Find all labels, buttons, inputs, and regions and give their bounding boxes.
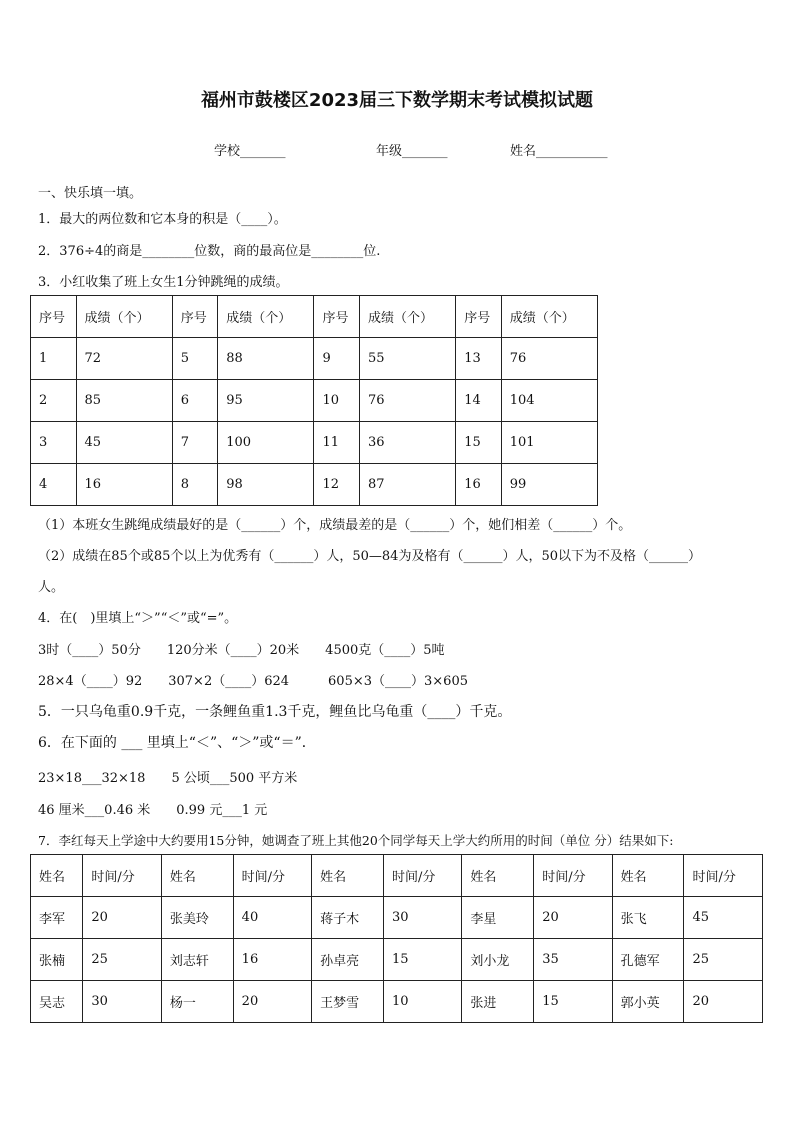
table-header-cell: 姓名 <box>31 855 83 897</box>
commute-time-table <box>30 854 763 1023</box>
table-cell: 杨一 <box>161 981 233 1023</box>
table-row <box>31 338 598 380</box>
table-cell: 10 <box>383 981 461 1023</box>
name-field: 姓名___________ <box>510 144 608 159</box>
table-cell: 6 <box>172 380 218 422</box>
question-1: 1．最大的两位数和它本身的积是（____）。 <box>38 212 287 227</box>
table-cell: 14 <box>456 380 502 422</box>
table-cell: 张楠 <box>31 939 83 981</box>
table-row <box>31 422 598 464</box>
question-6: 6．在下面的 ___ 里填上“＜”、“＞”或“＝”． <box>38 735 316 751</box>
table-cell: 95 <box>218 380 314 422</box>
table-cell: 20 <box>684 981 763 1023</box>
table-cell: 16 <box>76 464 172 506</box>
table-cell: 45 <box>76 422 172 464</box>
table-header-cell: 姓名 <box>312 855 384 897</box>
question-4-line-2: 28×4（____）92 307×2（____）624 605×3（____）3×605 <box>38 674 468 689</box>
question-6-line-2: 46 厘米___0.46 米 0.99 元___1 元 <box>38 803 268 818</box>
question-3-part-2: （2）成绩在85个或85个以上为优秀有（______）人，50—84为及格有（______）人，50以下为不及格（______） <box>38 549 701 564</box>
table-row <box>31 380 598 422</box>
table-cell: 88 <box>218 338 314 380</box>
table-cell: 7 <box>172 422 218 464</box>
table-header-cell: 成绩（个） <box>501 296 597 338</box>
table-cell: 李军 <box>31 897 83 939</box>
question-3-part-1: （1）本班女生跳绳成绩最好的是（______）个，成绩最差的是（______）个，她们相差（______）个。 <box>38 518 632 533</box>
table-header-cell: 序号 <box>456 296 502 338</box>
table-cell: 76 <box>501 338 597 380</box>
table-cell: 76 <box>359 380 455 422</box>
table-cell: 72 <box>76 338 172 380</box>
section-heading: 一、快乐填一填。 <box>38 186 143 201</box>
table-cell: 蒋子木 <box>312 897 384 939</box>
table-cell: 张美玲 <box>161 897 233 939</box>
table-cell: 9 <box>314 338 360 380</box>
table-cell: 30 <box>383 897 461 939</box>
table-row <box>31 981 763 1023</box>
table-header-cell: 时间/分 <box>83 855 161 897</box>
table-cell: 15 <box>456 422 502 464</box>
table-cell: 孔德军 <box>612 939 684 981</box>
table-cell: 李星 <box>462 897 534 939</box>
table-row <box>31 939 763 981</box>
table-cell: 85 <box>76 380 172 422</box>
question-6-line-1: 23×18___32×18 5 公顷___500 平方米 <box>38 771 298 786</box>
table-cell: 刘小龙 <box>462 939 534 981</box>
table-header-cell: 时间/分 <box>233 855 311 897</box>
question-3: 3．小红收集了班上女生1分钟跳绳的成绩。 <box>38 275 289 290</box>
table-cell: 36 <box>359 422 455 464</box>
table-cell: 104 <box>501 380 597 422</box>
table-cell: 87 <box>359 464 455 506</box>
table-cell: 15 <box>383 939 461 981</box>
table-header-cell: 姓名 <box>612 855 684 897</box>
table-cell: 25 <box>83 939 161 981</box>
table-cell: 11 <box>314 422 360 464</box>
table-cell: 4 <box>31 464 77 506</box>
table-cell: 10 <box>314 380 360 422</box>
table-cell: 20 <box>233 981 311 1023</box>
question-2: 2．376÷4的商是________位数，商的最高位是________位. <box>38 244 381 259</box>
table-header-cell: 时间/分 <box>534 855 612 897</box>
table-cell: 35 <box>534 939 612 981</box>
table-header-cell: 时间/分 <box>684 855 763 897</box>
table-header-row <box>31 296 598 338</box>
table-header-cell: 成绩（个） <box>218 296 314 338</box>
table-header-cell: 序号 <box>172 296 218 338</box>
table-cell: 30 <box>83 981 161 1023</box>
question-5: 5．一只乌龟重0.9千克，一条鲤鱼重1.3千克，鲤鱼比乌龟重（____）千克。 <box>38 704 512 720</box>
table-header-cell: 成绩（个） <box>359 296 455 338</box>
table-cell: 55 <box>359 338 455 380</box>
table-header-cell: 序号 <box>31 296 77 338</box>
table-header-cell: 成绩（个） <box>76 296 172 338</box>
table-cell: 2 <box>31 380 77 422</box>
table-header-cell: 时间/分 <box>383 855 461 897</box>
table-cell: 吴志 <box>31 981 83 1023</box>
table-header-row <box>31 855 763 897</box>
table-cell: 刘志轩 <box>161 939 233 981</box>
table-cell: 40 <box>233 897 311 939</box>
table-cell: 20 <box>83 897 161 939</box>
table-header-cell: 姓名 <box>462 855 534 897</box>
table-header-cell: 序号 <box>314 296 360 338</box>
question-3-part-2-end: 人。 <box>38 580 65 595</box>
table-header-cell: 姓名 <box>161 855 233 897</box>
question-7: 7．李红每天上学途中大约要用15分钟，她调查了班上其他20个同学每天上学大约所用的时间（单位 分）结果如下: <box>38 833 674 848</box>
table-cell: 郭小英 <box>612 981 684 1023</box>
table-cell: 16 <box>233 939 311 981</box>
table-cell: 孙卓亮 <box>312 939 384 981</box>
table-cell: 张进 <box>462 981 534 1023</box>
jump-rope-table <box>30 295 598 506</box>
table-cell: 98 <box>218 464 314 506</box>
table-cell: 16 <box>456 464 502 506</box>
page-title: 福州市鼓楼区2023届三下数学期末考试模拟试题 <box>200 90 594 111</box>
table-cell: 8 <box>172 464 218 506</box>
table-cell: 15 <box>534 981 612 1023</box>
table-row <box>31 464 598 506</box>
table-cell: 张飞 <box>612 897 684 939</box>
table-cell: 13 <box>456 338 502 380</box>
table-cell: 王梦雪 <box>312 981 384 1023</box>
table-cell: 25 <box>684 939 763 981</box>
table-cell: 20 <box>534 897 612 939</box>
table-cell: 100 <box>218 422 314 464</box>
question-4: 4．在( )里填上“＞”“＜”或“=”。 <box>38 611 238 626</box>
table-cell: 3 <box>31 422 77 464</box>
question-4-line-1: 3时（____）50分 120分米（____）20米 4500克（____）5吨 <box>38 643 445 658</box>
table-cell: 12 <box>314 464 360 506</box>
table-row <box>31 897 763 939</box>
table-cell: 99 <box>501 464 597 506</box>
school-field: 学校_______ <box>214 144 286 159</box>
table-cell: 5 <box>172 338 218 380</box>
table-cell: 101 <box>501 422 597 464</box>
table-cell: 1 <box>31 338 77 380</box>
grade-field: 年级_______ <box>376 144 448 159</box>
table-cell: 45 <box>684 897 763 939</box>
